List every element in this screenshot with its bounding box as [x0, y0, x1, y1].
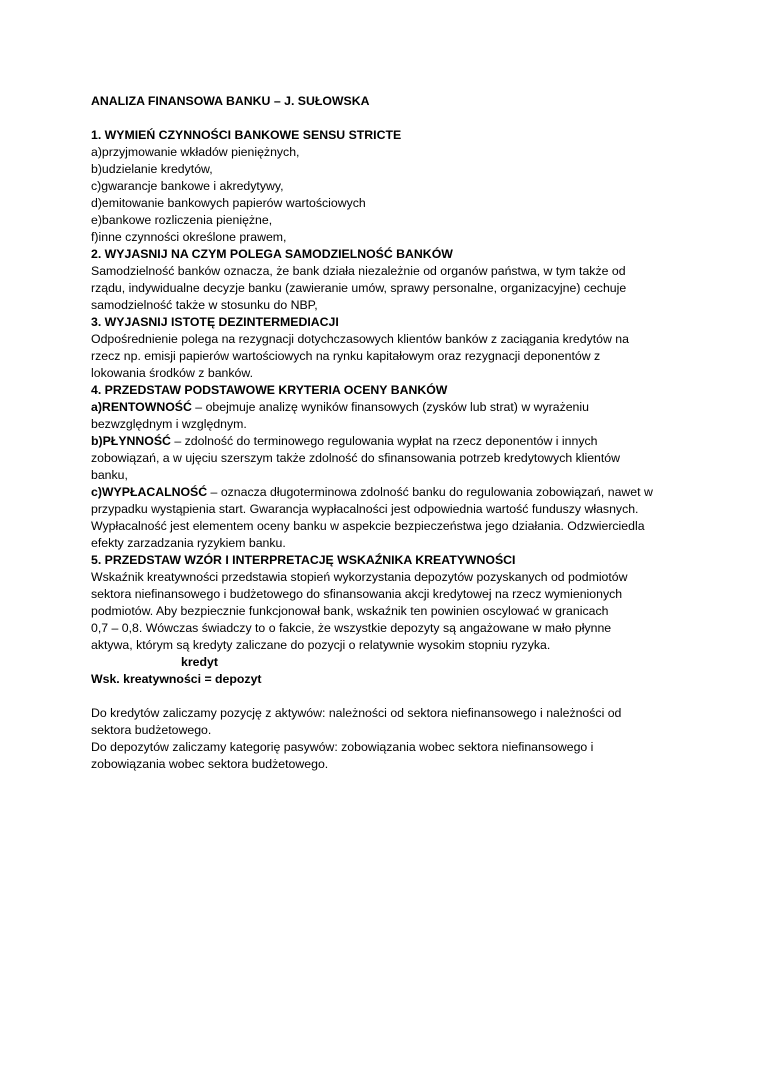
- document-title: ANALIZA FINANSOWA BANKU – J. SUŁOWSKA: [91, 94, 370, 108]
- criterion-text: – oznacza długoterminowa zdolność banku do regulowania zobowiązań, nawet w: [207, 485, 653, 499]
- paragraph-line: zobowiązań, a w ujęciu szerszym także zdolność do sfinansowania potrzeb kredytowych klientów: [91, 451, 621, 465]
- formula-numerator: kredyt: [181, 655, 218, 669]
- paragraph-line: 0,7 – 0,8. Wówczas świadczy to o fakcie, że wszystkie depozyty są angażowane w mało płynne: [91, 621, 612, 635]
- criterion-rentownosc: [91, 399, 681, 416]
- criterion-term: a)RENTOWNOŚĆ: [91, 400, 192, 414]
- section-5-heading: 5. PRZEDSTAW WZÓR I INTERPRETACJĘ WSKAŹNIKA KREATYWNOŚCI: [91, 553, 516, 567]
- spacer: [91, 110, 681, 127]
- paragraph-line: Wypłacalność jest elementem oceny banku w aspekcie bezpieczeństwa jego działania. Odzwierciedla: [91, 519, 645, 533]
- list-item: f)inne czynności określone prawem,: [91, 230, 287, 244]
- criterion-term: b)PŁYNNOŚĆ: [91, 434, 171, 448]
- paragraph-line: rzecz np. emisji papierów wartościowych na rynku kapitałowym oraz rezygnacji deponentów z: [91, 349, 601, 363]
- criterion-wyplacalnosc: [91, 484, 681, 501]
- list-item: a)przyjmowanie wkładów pieniężnych,: [91, 145, 300, 159]
- paragraph-line: sektora budżetowego.: [91, 723, 212, 737]
- formula-label: Wsk. kreatywności = depozyt: [91, 672, 262, 686]
- paragraph-line: Odpośrednienie polega na rezygnacji dotychczasowych klientów banków z zaciągania kredytów na: [91, 332, 629, 346]
- document-page: [91, 93, 681, 773]
- paragraph-line: samodzielność także w stosunku do NBP,: [91, 298, 318, 312]
- paragraph-line: aktywa, którym są kredyty zaliczane do pozycji o relatywnie wysokim stopniu ryzyka.: [91, 638, 551, 652]
- spacer: [91, 688, 681, 705]
- section-3-heading: 3. WYJASNIJ ISTOTĘ DEZINTERMEDIACJI: [91, 315, 339, 329]
- paragraph-line: Samodzielność banków oznacza, że bank działa niezależnie od organów państwa, w tym także od: [91, 264, 626, 278]
- paragraph-line: Do kredytów zaliczamy pozycję z aktywów: należności od sektora niefinansowego i należności od: [91, 706, 622, 720]
- paragraph-line: sektora niefinansowego i budżetowego do sfinansowania akcji kredytowej na rzecz wymienionych: [91, 587, 623, 601]
- paragraph-line: przypadku wystąpienia start. Gwarancja wypłacalności jest odpowiednia wartość funduszy własnych.: [91, 502, 639, 516]
- paragraph-line: rządu, indywidualne decyzje banku (zawieranie umów, sprawy personalne, organizacyjne) cechuje: [91, 281, 627, 295]
- paragraph-line: banku,: [91, 468, 128, 482]
- criterion-text: – zdolność do terminowego regulowania wypłat na rzecz deponentów i innych: [170, 434, 598, 448]
- paragraph-line: podmiotów. Aby bezpiecznie funkcjonował bank, wskaźnik ten powinien oscylować w granicach: [91, 604, 609, 618]
- list-item: b)udzielanie kredytów,: [91, 162, 213, 176]
- paragraph-line: Wskaźnik kreatywności przedstawia stopień wykorzystania depozytów pozyskanych od podmiotów: [91, 570, 628, 584]
- section-2-heading: 2. WYJASNIJ NA CZYM POLEGA SAMODZIELNOŚĆ BANKÓW: [91, 247, 453, 261]
- list-item: d)emitowanie bankowych papierów wartościowych: [91, 196, 366, 210]
- section-4-heading: 4. PRZEDSTAW PODSTAWOWE KRYTERIA OCENY BANKÓW: [91, 383, 448, 397]
- list-item: c)gwarancje bankowe i akredytywy,: [91, 179, 284, 193]
- paragraph-line: Do depozytów zaliczamy kategorię pasywów: zobowiązania wobec sektora niefinansowego i: [91, 740, 594, 754]
- paragraph-line: efekty zarzadzania ryzykiem banku.: [91, 536, 286, 550]
- criterion-term: c)WYPŁACALNOŚĆ: [91, 485, 208, 499]
- criterion-plynnosc: [91, 433, 681, 450]
- list-item: e)bankowe rozliczenia pieniężne,: [91, 213, 273, 227]
- criterion-text: – obejmuje analizę wyników finansowych (zysków lub strat) w wyrażeniu: [191, 400, 589, 414]
- section-1-heading: 1. WYMIEŃ CZYNNOŚCI BANKOWE SENSU STRICTE: [91, 128, 402, 142]
- paragraph-line: lokowania środków z banków.: [91, 366, 253, 380]
- paragraph-line: zobowiązania wobec sektora budżetowego.: [91, 757, 329, 771]
- paragraph-line: bezwzględnym i względnym.: [91, 417, 247, 431]
